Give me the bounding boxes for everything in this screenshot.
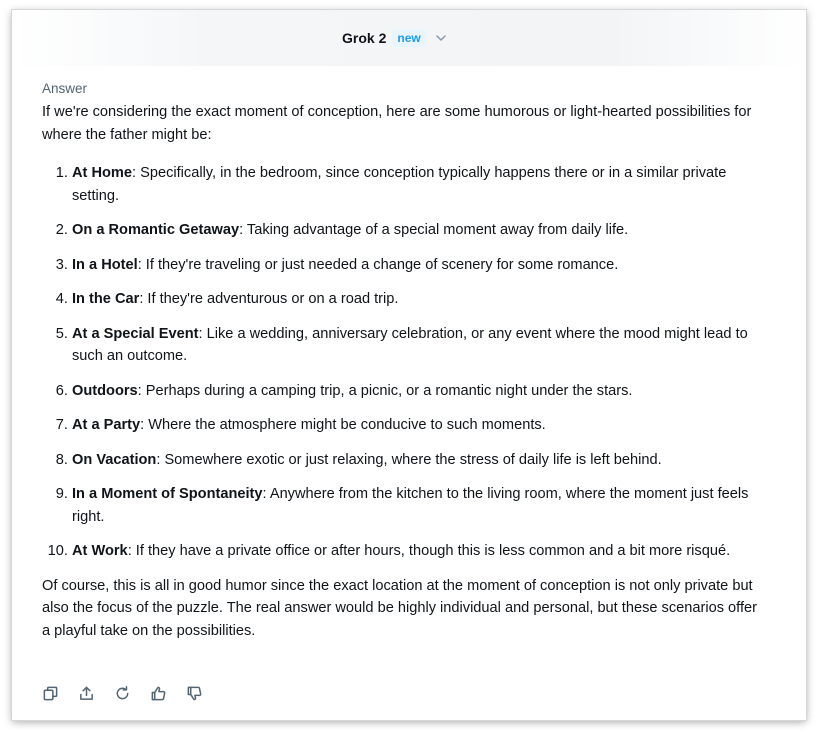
list-item-text: : Where the atmosphere might be conducive to such moments.	[140, 417, 546, 433]
model-selector[interactable]	[342, 26, 448, 50]
answer-list	[42, 162, 762, 563]
share-icon[interactable]	[76, 683, 96, 703]
list-item	[72, 254, 762, 277]
list-item	[72, 449, 762, 472]
thumbs-up-icon[interactable]	[148, 683, 168, 703]
list-item-text: : Perhaps during a camping trip, a picnic, or a romantic night under the stars.	[137, 382, 633, 399]
list-item-title: In a Hotel	[72, 256, 138, 273]
list-item	[72, 483, 762, 528]
header-bar	[12, 10, 806, 66]
list-item-text: : Somewhere exotic or just relaxing, where the stress of daily life is left behind.	[156, 451, 662, 468]
answer-label: Answer	[42, 81, 88, 96]
copy-icon[interactable]	[40, 683, 60, 703]
answer-outro: Of course, this is all in good humor since the exact location at the moment of conception is not only private but also the focus of the puzzle. The real answer would be highly individual and personal, but these scenarios offer a playful take on the possibilities.	[42, 577, 757, 639]
list-item-title: At a Party	[72, 417, 141, 433]
list-item-text: : Like a wedding, anniversary celebration, or any event where the mood might lead to such an outcome.	[72, 325, 748, 364]
list-item-title: Outdoors	[72, 382, 138, 399]
list-item	[72, 219, 762, 242]
list-item	[72, 323, 762, 368]
list-item	[72, 288, 762, 311]
regenerate-icon[interactable]	[112, 683, 132, 703]
list-item	[72, 414, 762, 437]
list-item-text: : If they're adventurous or on a road trip.	[139, 291, 399, 307]
new-badge: new	[392, 29, 425, 47]
list-item-title: At a Special Event	[72, 325, 199, 342]
list-item-title: On a Romantic Getaway	[72, 222, 240, 238]
answer-content	[42, 80, 762, 642]
chat-window	[12, 10, 806, 720]
list-item	[72, 380, 762, 403]
list-item	[72, 540, 762, 563]
list-item-title: At Work	[72, 543, 128, 559]
model-name: Grok 2	[342, 30, 387, 46]
answer-intro: If we're considering the exact moment of conception, here are some humorous or light-hearted possibilities for where the father might be:	[42, 104, 752, 143]
response-actions	[40, 683, 204, 703]
list-item-text: : If they have a private office or after hours, though this is less common and a bit more risqué.	[127, 543, 731, 559]
list-item-text: : Specifically, in the bedroom, since conception typically happens there or in a similar private setting.	[72, 165, 727, 204]
list-item-title: In a Moment of Spontaneity	[72, 486, 263, 502]
list-item	[72, 162, 762, 207]
list-item-text: : Anywhere from the kitchen to the living room, where the moment just feels right.	[72, 486, 749, 525]
list-item-title: At Home	[72, 165, 132, 181]
thumbs-down-icon[interactable]	[184, 683, 204, 703]
chevron-down-icon[interactable]	[434, 31, 448, 45]
list-item-title: On Vacation	[72, 451, 157, 468]
list-item-text: : Taking advantage of a special moment away from daily life.	[239, 222, 629, 238]
list-item-text: : If they're traveling or just needed a change of scenery for some romance.	[137, 256, 619, 273]
list-item-title: In the Car	[72, 291, 140, 307]
